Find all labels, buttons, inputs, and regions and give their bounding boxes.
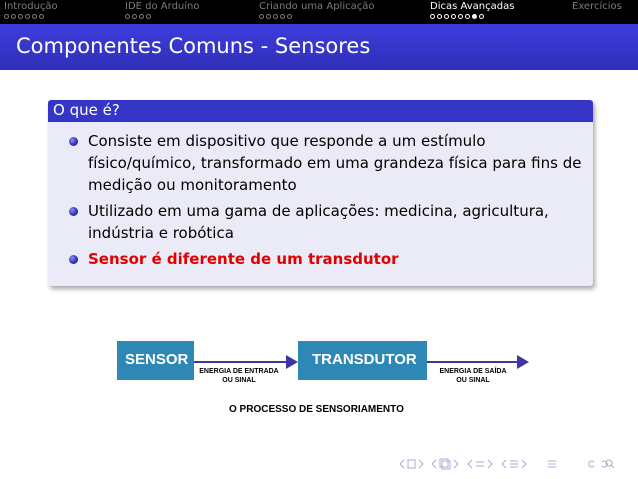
arrow1-label-line2: OU SINAL	[222, 377, 256, 384]
nav-frame-dot[interactable]	[444, 14, 449, 19]
nav-slide-right-icon[interactable]	[419, 460, 423, 468]
sensor-box: SENSOR	[117, 341, 194, 380]
section-navigation-bar	[0, 0, 638, 24]
nav-frame-dot[interactable]	[139, 14, 144, 19]
nav-section-right-icon[interactable]	[522, 460, 526, 468]
nav-dots-dicas-avancadas	[430, 14, 484, 21]
nav-slide-box-icon	[408, 460, 415, 468]
nav-frame-dot[interactable]	[430, 14, 435, 19]
arrow2-label-line2: OU SINAL	[456, 377, 490, 384]
nav-frame-dot[interactable]	[437, 14, 442, 19]
nav-section-dicas-avancadas[interactable]: Dicas Avançadas	[430, 1, 515, 12]
nav-align-icon[interactable]	[548, 461, 556, 467]
list-item-text: Sensor é diferente de um transdutor	[88, 250, 399, 268]
nav-frame-dot[interactable]	[273, 14, 278, 19]
nav-section-ide-arduino[interactable]: IDE do Arduíno	[125, 1, 200, 12]
nav-search-icon[interactable]	[589, 460, 614, 468]
transdutor-box: TRANSDUTOR	[298, 341, 427, 380]
nav-frame-box-back-icon	[442, 461, 450, 469]
nav-frame-dot[interactable]	[287, 14, 292, 19]
nav-section-glyph-icon	[510, 461, 518, 467]
frame-title-bar	[0, 24, 638, 70]
nav-frame-dot[interactable]	[465, 14, 470, 19]
arrow2-label	[428, 367, 518, 385]
nav-frame-dot[interactable]	[472, 14, 477, 19]
list-item	[48, 130, 593, 196]
list-item-text: Consiste em dispositivo que responde a um estímulo físico/químico, transformado em uma grandeza física para fins de medição ou monitoramento	[88, 132, 582, 194]
nav-frame-dot[interactable]	[25, 14, 30, 19]
nav-frame-dot[interactable]	[451, 14, 456, 19]
arrow2-label-line1: ENERGIA DE SAÍDA	[439, 368, 507, 375]
beamer-navigation-symbols	[398, 457, 630, 471]
nav-subsection-glyph-icon	[476, 462, 484, 466]
list-item-text: Utilizado em uma gama de aplicações: medicina, agricultura, indústria e robótica	[88, 202, 549, 242]
beamer-nav-icons	[398, 457, 630, 471]
bullet-icon	[69, 137, 78, 146]
frame-title: Componentes Comuns - Sensores	[16, 34, 371, 58]
nav-dots-introducao	[4, 14, 44, 21]
nav-subsection-right-icon[interactable]	[488, 460, 492, 468]
arrow1-label	[196, 367, 282, 385]
nav-frame-right-icon[interactable]	[454, 460, 458, 468]
block-title: O que é?	[53, 101, 120, 119]
nav-frame-box-icon	[440, 459, 448, 467]
bullet-list	[48, 130, 593, 274]
nav-frame-dot[interactable]	[4, 14, 9, 19]
nav-frame-left-icon[interactable]	[432, 460, 436, 468]
list-item-highlight	[48, 248, 593, 270]
nav-frame-dot[interactable]	[39, 14, 44, 19]
nav-dots-ide-arduino	[125, 14, 151, 21]
nav-slide-left-icon[interactable]	[400, 460, 404, 468]
nav-frame-dot[interactable]	[259, 14, 264, 19]
nav-section-criando-aplicacao[interactable]: Criando uma Aplicação	[259, 1, 375, 12]
diagram-caption: O PROCESSO DE SENSORIAMENTO	[229, 404, 404, 415]
list-item	[48, 200, 593, 244]
nav-dots-criando-aplicacao	[259, 14, 292, 21]
arrow1-label-line1: ENERGIA DE ENTRADA	[199, 368, 279, 375]
nav-frame-dot[interactable]	[146, 14, 151, 19]
nav-frame-dot[interactable]	[32, 14, 37, 19]
nav-frame-dot[interactable]	[266, 14, 271, 19]
nav-frame-dot[interactable]	[11, 14, 16, 19]
nav-frame-dot[interactable]	[125, 14, 130, 19]
nav-section-exercicios[interactable]: Exercícios	[572, 1, 622, 12]
nav-frame-dot[interactable]	[18, 14, 23, 19]
nav-section-left-icon[interactable]	[502, 460, 506, 468]
bullet-icon	[69, 255, 78, 264]
nav-frame-dot[interactable]	[458, 14, 463, 19]
definition-block	[48, 100, 593, 286]
nav-subsection-left-icon[interactable]	[468, 460, 472, 468]
nav-frame-dot[interactable]	[280, 14, 285, 19]
nav-section-introducao[interactable]: Introdução	[4, 1, 58, 12]
nav-frame-dot[interactable]	[132, 14, 137, 19]
block-header	[48, 100, 593, 122]
bullet-icon	[69, 207, 78, 216]
nav-frame-dot[interactable]	[479, 14, 484, 19]
